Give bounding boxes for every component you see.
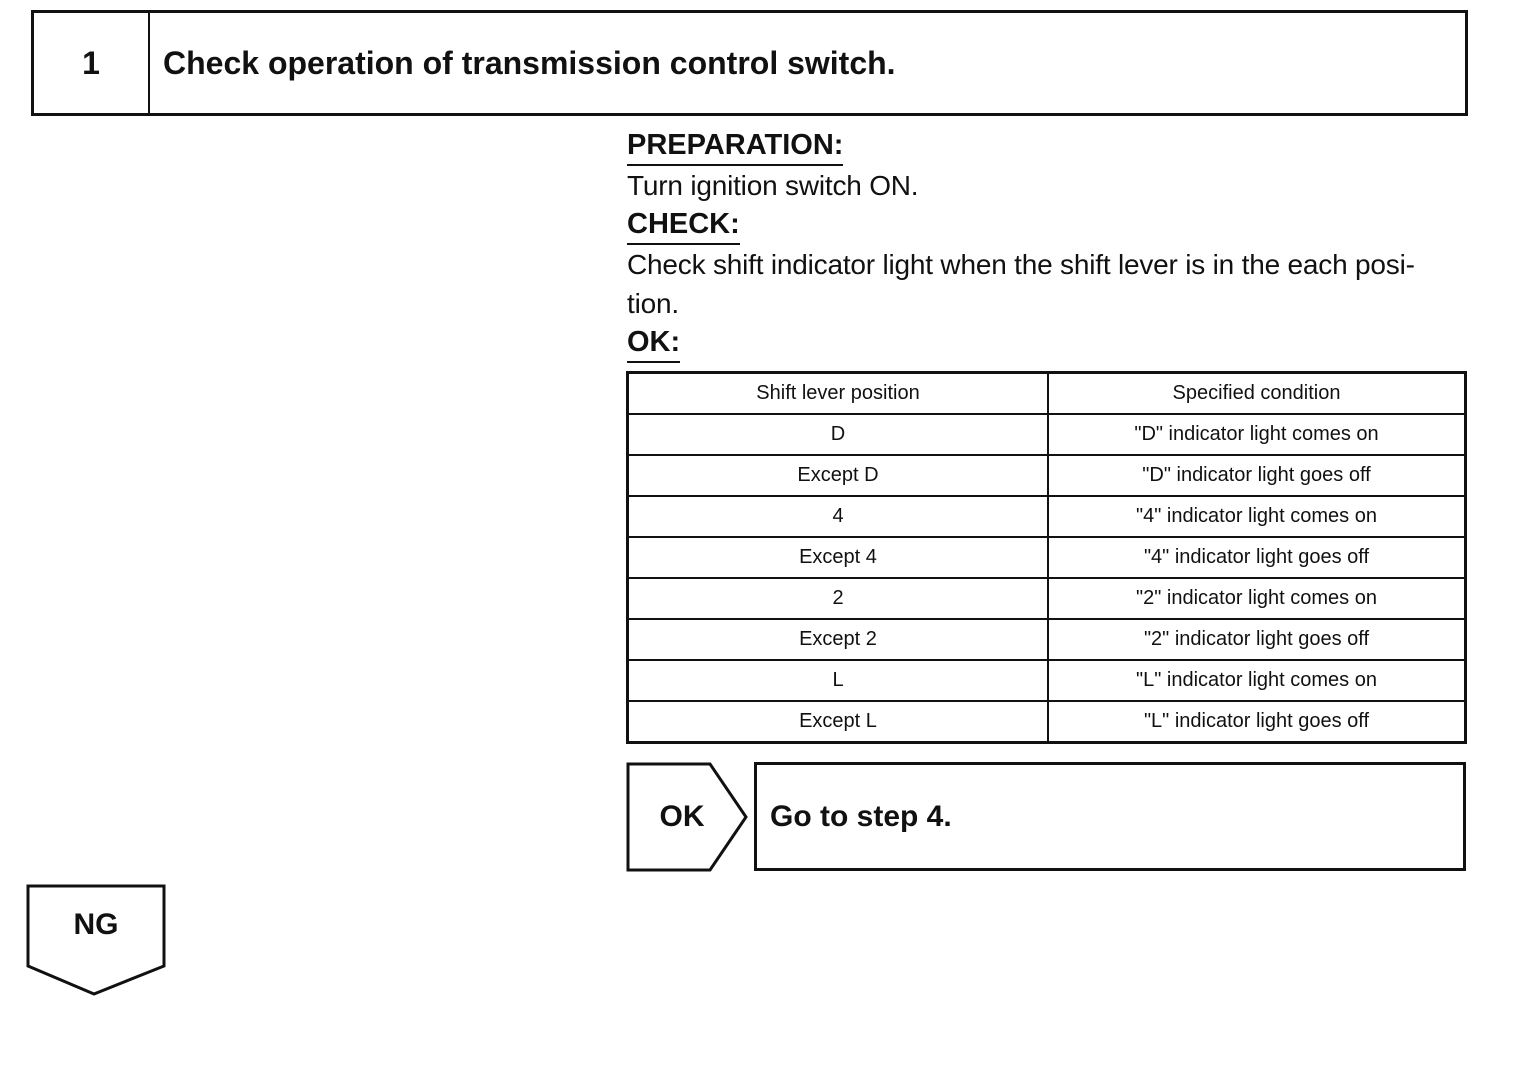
ok-label: OK — [659, 800, 705, 833]
cell-position: L — [628, 660, 1049, 701]
preparation-text: Turn ignition switch ON. — [627, 170, 919, 201]
table-header-row — [628, 373, 1466, 415]
cell-condition: "4" indicator light comes on — [1048, 496, 1466, 537]
check-text-line-2: tion. — [627, 288, 679, 319]
cell-condition: "4" indicator light goes off — [1048, 537, 1466, 578]
table-row — [628, 537, 1466, 578]
table-row — [628, 660, 1466, 701]
cell-position: Except L — [628, 701, 1049, 743]
cell-condition: "2" indicator light comes on — [1048, 578, 1466, 619]
table-row — [628, 578, 1466, 619]
table-row — [628, 455, 1466, 496]
table-row — [628, 496, 1466, 537]
ok-goto-text: Go to step 4. — [770, 799, 952, 833]
cell-condition: "D" indicator light comes on — [1048, 414, 1466, 455]
table-row — [628, 414, 1466, 455]
table-row — [628, 701, 1466, 743]
cell-position: 2 — [628, 578, 1049, 619]
cell-condition: "L" indicator light goes off — [1048, 701, 1466, 743]
step-number: 1 — [34, 13, 150, 113]
cell-condition: "2" indicator light goes off — [1048, 619, 1466, 660]
table-row — [628, 619, 1466, 660]
cell-condition: "D" indicator light goes off — [1048, 455, 1466, 496]
cell-position: Except D — [628, 455, 1049, 496]
cell-position: D — [628, 414, 1049, 455]
preparation-heading: PREPARATION: — [627, 126, 843, 166]
column-header-condition: Specified condition — [1048, 373, 1466, 415]
cell-position: Except 2 — [628, 619, 1049, 660]
instructions — [627, 126, 1467, 363]
cell-position: Except 4 — [628, 537, 1049, 578]
cell-position: 4 — [628, 496, 1049, 537]
ng-label: NG — [73, 908, 119, 941]
step-header — [31, 10, 1468, 116]
column-header-position: Shift lever position — [628, 373, 1049, 415]
check-heading: CHECK: — [627, 205, 740, 245]
check-text-line-1: Check shift indicator light when the shift lever is in the each posi- — [627, 249, 1415, 280]
step-title: Check operation of transmission control switch. — [163, 44, 896, 81]
cell-condition: "L" indicator light comes on — [1048, 660, 1466, 701]
specification-table — [626, 371, 1467, 744]
ok-heading: OK: — [627, 323, 680, 363]
ok-goto-box — [754, 762, 1466, 871]
